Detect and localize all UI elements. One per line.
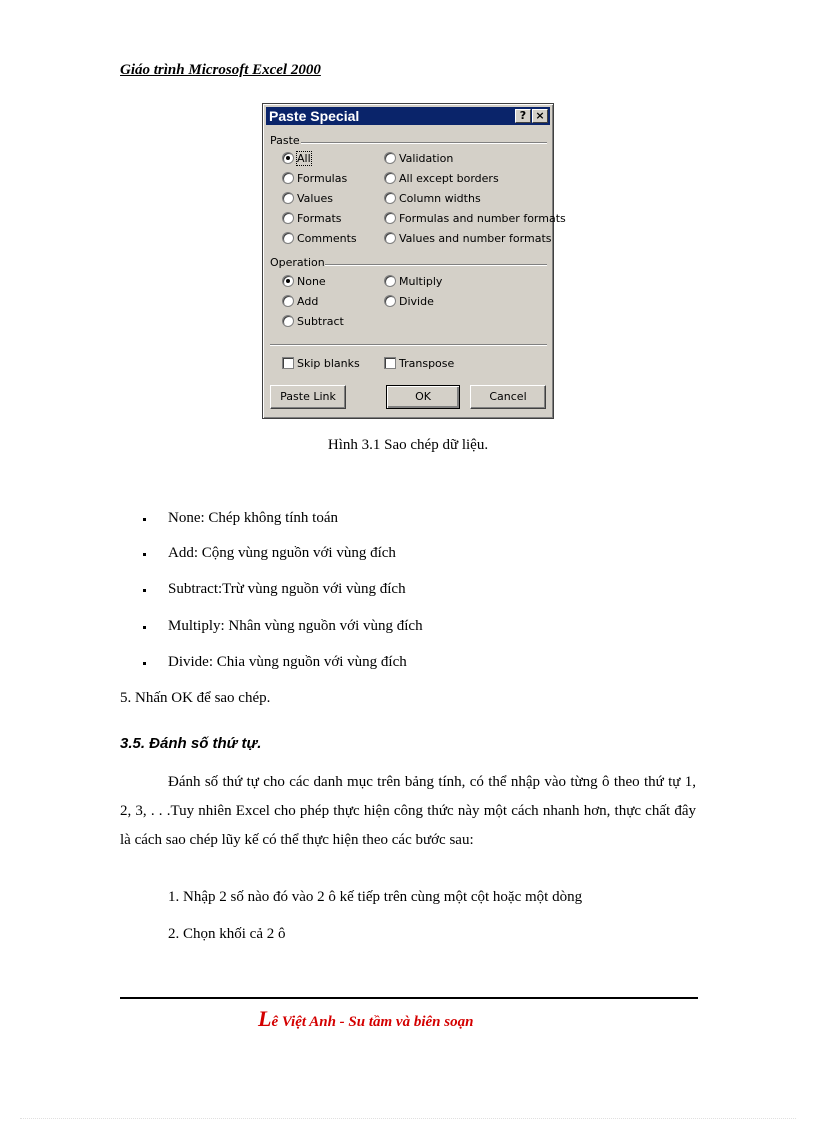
step-5-text: 5. Nhấn OK để sao chép. bbox=[120, 690, 271, 706]
radio-label: Formats bbox=[297, 212, 342, 225]
radio-icon bbox=[282, 232, 294, 244]
radio-label: Subtract bbox=[297, 315, 344, 328]
radio-label: Column widths bbox=[399, 192, 481, 205]
options-divider bbox=[270, 344, 547, 346]
radio-label: Comments bbox=[297, 232, 357, 245]
radio-label: All bbox=[297, 152, 311, 165]
footer-credit bbox=[258, 1006, 473, 1032]
checkbox-icon bbox=[282, 357, 294, 369]
footer-rule bbox=[120, 997, 698, 999]
radio-selected-icon bbox=[282, 275, 294, 287]
radio-icon bbox=[384, 232, 396, 244]
radio-icon bbox=[282, 295, 294, 307]
paste-group-label: Paste bbox=[270, 134, 300, 147]
radio-label: Divide bbox=[399, 295, 434, 308]
checkbox-label: Skip blanks bbox=[297, 357, 360, 370]
radio-icon bbox=[384, 192, 396, 204]
step-1-text: 1. Nhập 2 số nào đó vào 2 ô kế tiếp trên cùng một cột hoặc một dòng bbox=[168, 889, 583, 905]
radio-label: Multiply bbox=[399, 275, 443, 288]
figure-caption: Hình 3.1 Sao chép dữ liệu. bbox=[327, 437, 489, 453]
checkbox-icon bbox=[384, 357, 396, 369]
section-title: 3.5. Đánh số thứ tự. bbox=[120, 735, 262, 752]
radio-icon bbox=[384, 152, 396, 164]
paste-link-button[interactable]: Paste Link bbox=[270, 385, 346, 409]
radio-icon bbox=[282, 192, 294, 204]
page-edge-divider bbox=[20, 1118, 796, 1119]
dialog-title: Paste Special bbox=[269, 108, 360, 124]
radio-label: Add bbox=[297, 295, 319, 308]
checkbox-label: Transpose bbox=[399, 357, 455, 370]
operation-group-divider bbox=[325, 264, 547, 266]
list-item-text: Add: Cộng vùng nguồn với vùng đích bbox=[168, 545, 396, 561]
help-icon[interactable]: ? bbox=[515, 109, 531, 123]
radio-label: Formulas and number formats bbox=[399, 212, 566, 225]
radio-label: Validation bbox=[399, 152, 454, 165]
radio-label: All except borders bbox=[399, 172, 499, 185]
radio-label: None bbox=[297, 275, 326, 288]
radio-selected-icon bbox=[282, 152, 294, 164]
footer-initial: L bbox=[258, 1006, 272, 1031]
radio-label: Formulas bbox=[297, 172, 348, 185]
bullet-icon bbox=[143, 553, 146, 556]
radio-icon bbox=[384, 172, 396, 184]
bullet-icon bbox=[143, 589, 146, 592]
dialog-titlebar bbox=[266, 107, 550, 125]
paste-special-dialog bbox=[262, 103, 566, 419]
list-item-text: Divide: Chia vùng nguồn với vùng đích bbox=[168, 654, 407, 670]
radio-icon bbox=[384, 212, 396, 224]
radio-icon bbox=[282, 212, 294, 224]
bullet-icon bbox=[143, 626, 146, 629]
radio-icon bbox=[282, 172, 294, 184]
radio-icon bbox=[384, 295, 396, 307]
close-icon[interactable]: × bbox=[532, 109, 548, 123]
body-paragraph: Đánh số thứ tự cho các danh mục trên bảng tính, có thể nhập vào từng ô theo thứ tự 1, 2, 3, . . .Tuy nhiên Excel cho phép thực hiện công thức này một cách nhanh hơn, thực chất đây là cách sao chép lũy kế có thể thực hiện theo các bước sau: bbox=[120, 774, 696, 848]
bullet-icon bbox=[143, 518, 146, 521]
list-item-text: Subtract:Trừ vùng nguồn với vùng đích bbox=[168, 581, 406, 597]
radio-label: Values bbox=[297, 192, 333, 205]
radio-label: Values and number formats bbox=[399, 232, 552, 245]
radio-icon bbox=[282, 315, 294, 327]
step-2-text: 2. Chọn khối cả 2 ô bbox=[168, 926, 286, 942]
radio-icon bbox=[384, 275, 396, 287]
bullet-icon bbox=[143, 662, 146, 665]
list-item-text: Multiply: Nhân vùng nguồn với vùng đích bbox=[168, 618, 423, 634]
footer-text: ê Việt Anh - Su tầm và biên soạn bbox=[271, 1014, 474, 1030]
cancel-button[interactable]: Cancel bbox=[470, 385, 546, 409]
document-header: Giáo trình Microsoft Excel 2000 bbox=[120, 62, 321, 78]
ok-button[interactable]: OK bbox=[386, 385, 460, 409]
list-item-text: None: Chép không tính toán bbox=[168, 510, 338, 526]
operation-group-label: Operation bbox=[270, 256, 325, 269]
paste-group-divider bbox=[301, 142, 547, 144]
